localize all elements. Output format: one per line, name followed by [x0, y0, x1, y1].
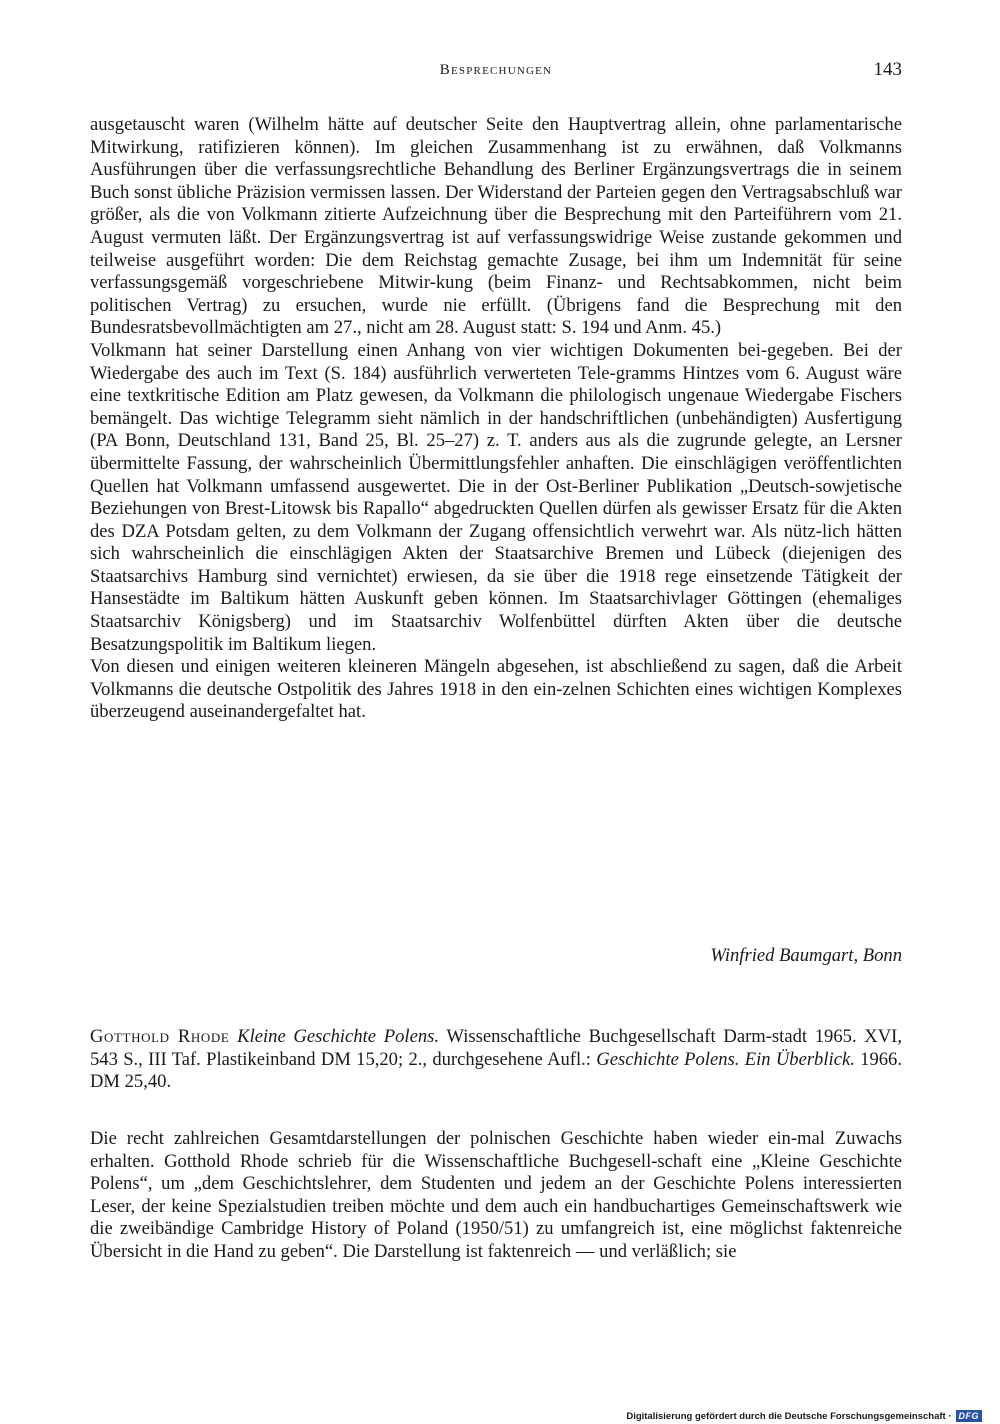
running-title: Besprechungen [439, 62, 553, 78]
digitization-note: Digitalisierung gefördert durch die Deutsche Forschungsgemeinschaft · [626, 1410, 952, 1422]
main-text [90, 114, 902, 724]
digitization-footer [626, 1410, 982, 1422]
paragraph-2: Volkmann hat seiner Darstellung einen Anhang von vier wichtigen Dokumenten bei-gegeben. Bei der Wiedergabe des auch im Text (S. 184) ausführlich verwerteten Tele-gramms Hintzes vom 6. August wäre eine textkritische Edition am Platz gewesen, da Volkmann die philologisch ungenaue Wiedergabe Fischers bemängelt. Das wichtige Telegramm sieht nämlich in der handschriftlichen (unbehändigten) Ausfertigung (PA Bonn, Deutschland 131, Band 25, Bl. 25–27) z. T. anders aus als die zugrunde gelegte, an Lersner übermittelte Fassung, der wahrscheinlich Übermittlungsfehler anhaften. Die einschlägigen veröffentlichten Quellen hat Volkmann umfassend ausgewertet. Die in der Ost-Berliner Publikation „Deutsch-sowjetische Beziehungen von Brest-Litowsk bis Rapallo“ abgedruckten Quellen dürfen als gewisser Ersatz für die Akten des DZA Potsdam gelten, zu dem Volkmann der Zugang offensichtlich verwehrt war. Als nütz-lich hätten sich wahrscheinlich die einschlägigen Akten der Staatsarchive Bremen und Lübeck (diejenigen des Staatsarchivs Hamburg sind vernichtet) erwiesen, da sie über die 1918 rege einsetzende Tätigkeit der Hansestädte im Baltikum hätten Auskunft geben können. Im Staatsarchivlager Göttingen (ehemaliges Staatsarchiv Königsberg) und im Staatsarchiv Wolfenbüttel dürften Akten über die deutsche Besatzungspolitik im Baltikum liegen. [90, 339, 902, 655]
bibliography-entry [90, 1026, 902, 1094]
bibliography-paragraph [90, 1026, 902, 1094]
dfg-logo: DFG [956, 1410, 983, 1422]
paragraph-1: ausgetauscht waren (Wilhelm hätte auf deutscher Seite den Hauptvertrag allein, ohne parlamentarische Mitwirkung, ratifizieren können). Im gleichen Zusammenhang ist zu erwähnen, daß Volkmanns Ausführungen über die verfassungsrechtliche Behandlung des Berliner Ergänzungsvertrags die in seinem Buch sonst übliche Präzision vermissen lassen. Der Widerstand der Parteien gegen den Vertragsabschluß war größer, als die von Volkmann zitierte Aufzeichnung über die Besprechung mit den Parteiführern vom 21. August vermuten läßt. Der Ergänzungsvertrag ist auf verfassungswidrige Weise zustande gekommen und teilweise ausgeführt worden: Die dem Reichstag gemachte Zusage, bei ihm um Indemnität für seine verfassungsgemäß vorgeschriebene Mitwir-kung (beim Finanz- und Rechtsabkommen, nicht beim politischen Vertrag) zu ersuchen, wurde nie erfüllt. (Übrigens fand die Besprechung mit den Bundesratsbevollmächtigten am 27., nicht am 28. August statt: S. 194 und Anm. 45.) [90, 114, 902, 339]
review-text [90, 1128, 902, 1264]
review-paragraph: Die recht zahlreichen Gesamtdarstellungen der polnischen Geschichte haben wieder ein-mal Zuwachs erhalten. Gotthold Rhode schrieb für die Wissenschaftliche Buchgesell-schaft eine „Kleine Geschichte Polens“, um „dem Geschichtslehrer, dem Studenten und jedem an der Geschichte Polens interessierten Leser, der keine Spezialstudien treiben möchte und dem auch ein handbuchartiges Gemeinschaftswerk wie die zweibändige Cambridge History of Poland (1950/51) zu umfangreich ist, eine möglichst faktenreiche Übersicht in die Hand zu geben“. Die Darstellung ist faktenreich — und verläßlich; sie [90, 1128, 902, 1262]
running-head [90, 59, 902, 86]
paragraph-3: Von diesen und einigen weiteren kleineren Mängeln abgesehen, ist abschließend zu sagen, daß die Arbeit Volkmanns die deutsche Ostpolitik des Jahres 1918 in den ein-zelnen Schichten eines wichtigen Komplexes überzeugend auseinandergefaltet hat. [90, 656, 902, 723]
reviewer-signature: Winfried Baumgart, Bonn [710, 945, 902, 966]
book-details: Wissenschaftliche Buchgesellschaft Darm-stadt 1965. XVI, 543 S., III Taf. Plastikeinband DM 15,20; 2., durchgesehene Aufl.: [90, 1026, 903, 1070]
book-title: Kleine Geschichte Polens. [237, 1026, 440, 1047]
book-title-second-edition: Geschichte Polens. Ein Überblick. [596, 1048, 855, 1070]
book-details-second-edition: 1966. DM 25,40. [90, 1048, 902, 1093]
page-number: 143 [873, 59, 902, 80]
book-author: Gotthold Rhode [90, 1026, 230, 1047]
